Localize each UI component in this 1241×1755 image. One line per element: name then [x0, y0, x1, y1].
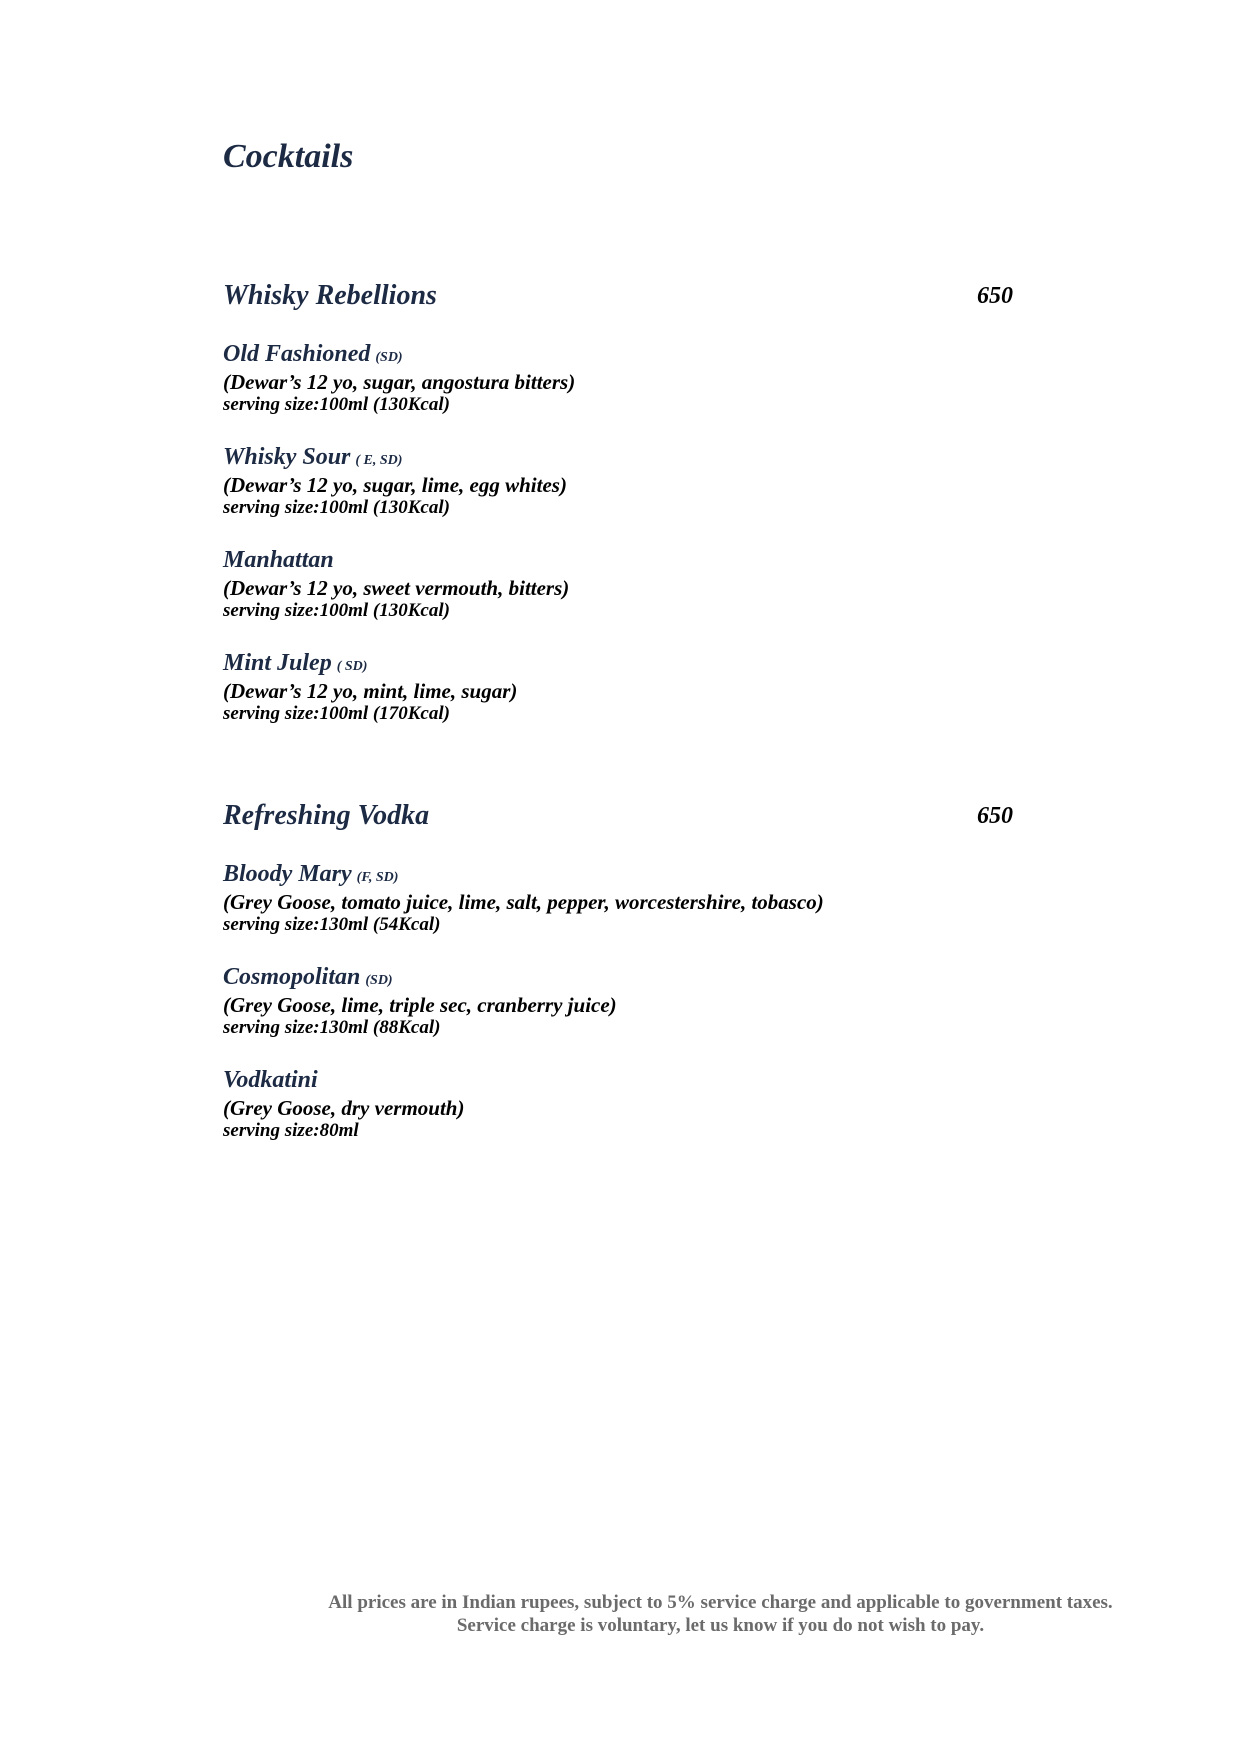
item-name: Mint Julep — [223, 649, 332, 676]
item-name: Cosmopolitan — [223, 963, 361, 990]
item-ingredients: (Dewar’s 12 yo, sweet vermouth, bitters) — [223, 575, 570, 600]
section-header — [223, 282, 1013, 316]
section-title: Whisky Rebellions — [223, 280, 437, 311]
item-dietary-tag: (F, SD) — [356, 870, 399, 885]
item-name: Whisky Sour — [223, 443, 351, 470]
item-serving-size: serving size:100ml (130Kcal) — [223, 600, 450, 622]
item-name: Old Fashioned — [223, 341, 371, 367]
item-ingredients: (Dewar’s 12 yo, mint, lime, sugar) — [223, 678, 518, 703]
item-dietary-tag: ( SD) — [336, 658, 368, 674]
item-serving-size: serving size:100ml (170Kcal) — [223, 703, 450, 724]
item-ingredients: (Grey Goose, lime, triple sec, cranberry juice) — [223, 992, 617, 1017]
item-serving-size: serving size:100ml (130Kcal) — [223, 394, 450, 416]
item-ingredients: (Dewar’s 12 yo, sugar, lime, egg whites) — [223, 472, 567, 497]
item-serving-size: serving size:130ml (88Kcal) — [223, 1017, 441, 1039]
menu-section-whisky — [223, 282, 1013, 724]
section-header — [223, 802, 1013, 836]
footer-line: All prices are in Indian rupees, subject to 5% service charge and applicable to government taxes. — [328, 1592, 1113, 1613]
menu-item — [223, 1068, 1013, 1141]
menu-section-vodka — [223, 802, 1013, 1141]
footer-line: Service charge is voluntary, let us know if you do not wish to pay. — [456, 1614, 985, 1636]
item-ingredients: (Dewar’s 12 yo, sugar, angostura bitters) — [223, 370, 576, 394]
item-dietary-tag: (SD) — [375, 350, 403, 365]
menu-item — [223, 862, 1013, 935]
menu-item — [223, 342, 1013, 415]
section-price: 650 — [977, 803, 1013, 829]
menu-item — [223, 965, 1013, 1038]
footer-disclaimer — [0, 1592, 1241, 1638]
item-name: Bloody Mary — [223, 861, 352, 887]
item-name: Vodkatini — [223, 1066, 318, 1093]
item-serving-size: serving size:130ml (54Kcal) — [223, 914, 441, 936]
item-name: Manhattan — [223, 546, 334, 573]
item-ingredients: (Grey Goose, tomato juice, lime, salt, pepper, worcestershire, tobasco) — [223, 890, 824, 914]
page-title: Cocktails — [223, 138, 354, 175]
item-serving-size: serving size:100ml (130Kcal) — [223, 497, 450, 519]
item-serving-size: serving size:80ml — [223, 1120, 359, 1142]
menu-item — [223, 445, 1013, 518]
item-dietary-tag: ( E, SD) — [355, 452, 403, 468]
section-price: 650 — [977, 283, 1013, 309]
menu-item — [223, 651, 1013, 724]
section-title: Refreshing Vodka — [223, 800, 430, 831]
menu-item — [223, 548, 1013, 621]
item-dietary-tag: (SD) — [365, 972, 393, 988]
item-ingredients: (Grey Goose, dry vermouth) — [223, 1095, 465, 1120]
